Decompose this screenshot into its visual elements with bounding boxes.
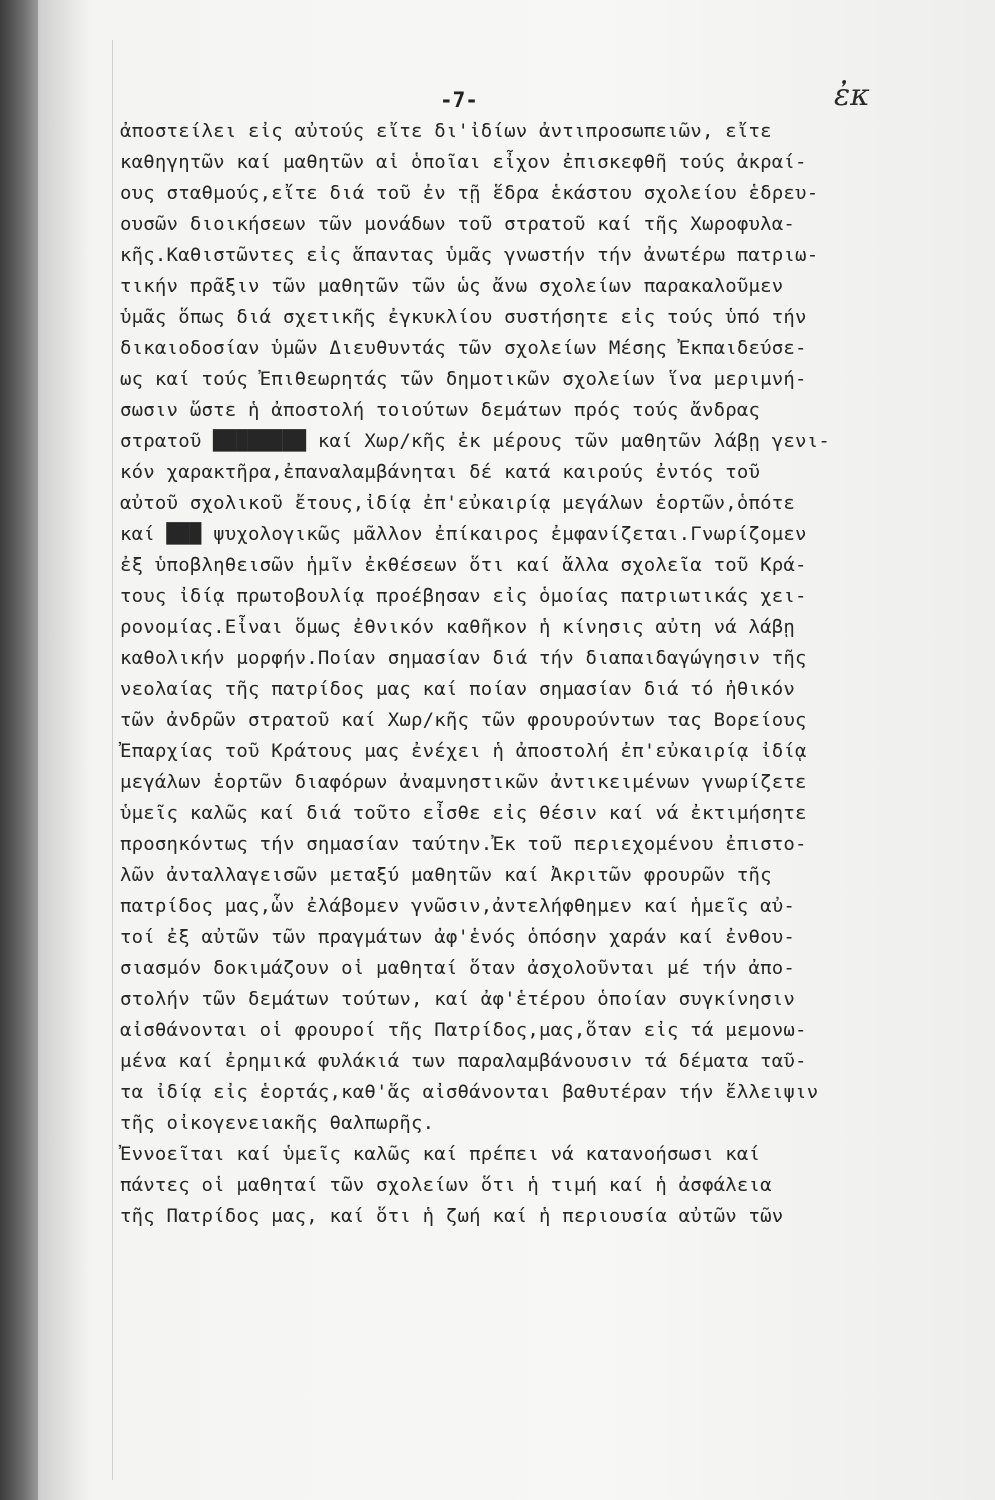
text-line: Ἐννοεῖται καί ὑμεῖς καλῶς καί πρέπει νά κατανοήσωσι καί [120, 1143, 761, 1165]
text-line: λῶν ἀνταλλαγεισῶν μεταξύ μαθητῶν καί Ἀκριτῶν φρουρῶν τῆς [120, 864, 772, 886]
text-line: τοί ἐξ αὐτῶν τῶν πραγμάτων ἀφ'ἑνός ὁπόσην χαράν καί ἐνθου- [120, 926, 796, 948]
text-line: τῆς οἰκογενειακῆς θαλπωρῆς. [120, 1112, 435, 1134]
text-line: καθολικήν μορφήν.Ποίαν σημασίαν διά τήν διαπαιδαγώγησιν τῆς [120, 647, 807, 669]
text-line: ους σταθμούς,εἴτε διά τοῦ ἐν τῇ ἕδρα ἑκάστου σχολείου ἑδρευ- [120, 182, 819, 204]
text-line: νεολαίας τῆς πατρίδος μας καί ποίαν σημασίαν διά τό ἠθικόν [120, 678, 796, 700]
text-line: ὑμᾶς ὅπως διά σχετικῆς ἐγκυκλίου συστήσητε εἰς τούς ὑπό τήν [120, 306, 807, 328]
text-line: αἰσθάνονται οἱ φρουροί τῆς Πατρίδος,μας,ὅταν εἰς τά μεμονω- [120, 1019, 807, 1041]
text-line: κόν χαρακτῆρα,ἐπαναλαμβάνηται δέ κατά καιρούς ἐντός τοῦ [120, 461, 761, 483]
text-line: τικήν πρᾶξιν τῶν μαθητῶν τῶν ὡς ἄνω σχολείων παρακαλοῦμεν [120, 275, 784, 297]
page-number: -7- [440, 88, 478, 112]
text-line: τῆς Πατρίδος μας, καί ὅτι ἡ ζωή καί ἡ περιουσία αὐτῶν τῶν [120, 1205, 784, 1227]
text-line: στρατοῦ ████████ καί Χωρ/κῆς ἐκ μέρους τῶν μαθητῶν λάβῃ γενι- [120, 430, 830, 452]
text-line: καθηγητῶν καί μαθητῶν αἱ ὁποῖαι εἶχον ἐπισκεφθῆ τούς ἀκραί- [120, 151, 807, 173]
handwritten-correction: ἐκ [834, 78, 870, 113]
text-line: αὐτοῦ σχολικοῦ ἔτους,ἰδίᾳ ἐπ'εὐκαιρίᾳ μεγάλων ἑορτῶν,ὁπότε [120, 492, 796, 514]
typed-letter-body [120, 116, 940, 1232]
text-line: σωσιν ὥστε ἡ ἀποστολή τοιούτων δεμάτων πρός τούς ἄνδρας [120, 399, 761, 421]
margin-line [112, 40, 113, 1480]
text-line: σιασμόν δοκιμάζουν οἱ μαθηταί ὅταν ἀσχολοῦνται μέ τήν ἀπο- [120, 957, 796, 979]
text-line: κῆς.Καθιστῶντες εἰς ἅπαντας ὑμᾶς γνωστήν τήν ἀνωτέρω πατριω- [120, 244, 819, 266]
text-line: ρονομίας.Εἶναι ὅμως ἐθνικόν καθῆκον ἡ κίνησις αὐτη νά λάβῃ [120, 616, 796, 638]
text-line: ἀποστείλει εἰς αὐτούς εἴτε δι'ἰδίων ἀντιπροσωπειῶν, εἴτε [120, 120, 772, 142]
text-line: τῶν ἀνδρῶν στρατοῦ καί Χωρ/κῆς τῶν φρουρούντων τας Βορείους [120, 709, 807, 731]
text-line: Ἐπαρχίας τοῦ Κράτους μας ἐνέχει ἡ ἀποστολή ἐπ'εὐκαιρίᾳ ἰδίᾳ [120, 740, 807, 762]
text-line: μένα καί ἐρημικά φυλάκιά των παραλαμβάνουσιν τά δέματα ταῦ- [120, 1050, 807, 1072]
text-line: πάντες οἱ μαθηταί τῶν σχολείων ὅτι ἡ τιμή καί ἡ ἀσφάλεια [120, 1174, 772, 1196]
text-line: καί ███ ψυχολογικῶς μᾶλλον ἐπίκαιρος ἐμφανίζεται.Γνωρίζομεν [120, 523, 807, 545]
text-line: πατρίδος μας,ὧν ἐλάβομεν γνῶσιν,ἀντελήφθημεν καί ἡμεῖς αὐ- [120, 895, 796, 917]
text-line: ουσῶν διοικήσεων τῶν μονάδων τοῦ στρατοῦ καί τῆς Χωροφυλα- [120, 213, 796, 235]
text-line: τα ἰδίᾳ εἰς ἑορτάς,καθ'ἅς αἰσθάνονται βαθυτέραν τήν ἔλλειψιν [120, 1081, 819, 1103]
text-line: μεγάλων ἑορτῶν διαφόρων ἀναμνηστικῶν ἀντικειμένων γνωρίζετε [120, 771, 807, 793]
text-line: στολήν τῶν δεμάτων τούτων, καί ἀφ'ἑτέρου ὁποίαν συγκίνησιν [120, 988, 796, 1010]
text-line: δικαιοδοσίαν ὑμῶν Διευθυντάς τῶν σχολείων Μέσης Ἐκπαιδεύσε- [120, 337, 807, 359]
text-line: ως καί τούς Ἐπιθεωρητάς τῶν δημοτικῶν σχολείων ἵνα μεριμνή- [120, 368, 807, 390]
binding-edge [0, 0, 38, 1500]
text-line: προσηκόντως τήν σημασίαν ταύτην.Ἐκ τοῦ περιεχομένου ἐπιστο- [120, 833, 807, 855]
text-line: ἐξ ὑποβληθεισῶν ἡμῖν ἐκθέσεων ὅτι καί ἄλλα σχολεῖα τοῦ Κρά- [120, 554, 807, 576]
text-line: ὑμεῖς καλῶς καί διά τοῦτο εἶσθε εἰς θέσιν καί νά ἐκτιμήσητε [120, 802, 807, 824]
text-line: τους ἰδίᾳ πρωτοβουλίᾳ προέβησαν εἰς ὁμοίας πατριωτικάς χει- [120, 585, 807, 607]
